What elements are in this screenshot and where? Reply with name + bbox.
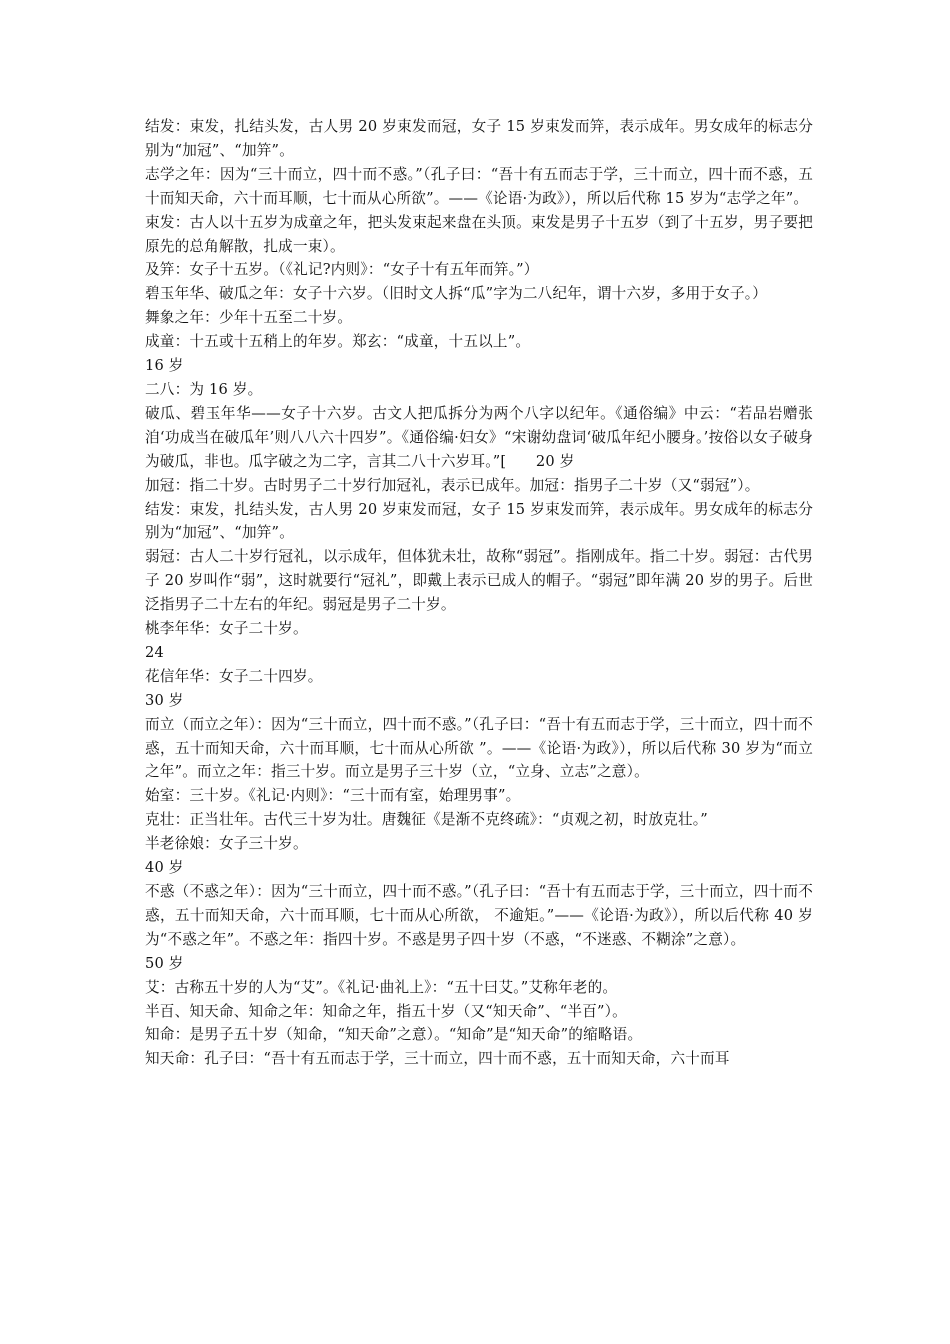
paragraph: 二八：为 16 岁。 <box>145 380 263 398</box>
paragraph: 束发：古人以十五岁为成童之年，把头发束起来盘在头顶。束发是男子十五岁（到了十五岁，男子要把原先的总角解散，扎成一束）。 <box>145 213 813 255</box>
paragraph: 结发：束发，扎结头发，古人男 20 岁束发而冠，女子 15 岁束发而笄，表示成年。男女成年的标志分别为“加冠”、“加笄”。 <box>145 118 813 159</box>
paragraph: 始室：三十岁。《礼记·内则》：“三十而有室，始理男事”。 <box>145 787 521 805</box>
section-heading: 16 岁 <box>145 357 184 375</box>
paragraph: 不惑（不惑之年）：因为“三十而立，四十而不惑。”（孔子曰：“吾十有五而志于学，三十而立，四十而不惑，五十而知天命，六十而耳顺，七十而从心所欲， 不逾矩。”——《论语·为政》），所以后代称 40 岁为“不惑之年”。不惑之年：指四十岁。不惑是男子四十岁（不惑，“不迷惑、不糊涂”之意）。 <box>145 883 813 948</box>
document-body <box>145 115 813 1071</box>
paragraph: 半老徐娘：女子三十岁。 <box>145 835 308 853</box>
section-heading: 24 <box>145 643 164 661</box>
paragraph: 克壮：正当壮年。古代三十岁为壮。唐魏征《是渐不克终疏》：“贞观之初，时放克壮。” <box>145 811 708 829</box>
paragraph: 志学之年：因为“三十而立，四十而不惑。”（孔子曰：“吾十有五而志于学，三十而立，四十而不惑，五十而知天命，六十而耳顺，七十而从心所欲”。——《论语·为政》），所以后代称 15 岁为“志学之年”。 <box>145 165 813 207</box>
paragraph: 知天命：孔子曰：“吾十有五而志于学，三十而立，四十而不惑，五十而知天命，六十而耳 <box>145 1050 730 1068</box>
paragraph: 碧玉年华、破瓜之年：女子十六岁。（旧时文人拆“瓜”字为二八纪年，谓十六岁，多用于女子。） <box>145 285 768 303</box>
section-heading: 40 岁 <box>145 859 184 877</box>
paragraph: 舞象之年：少年十五至二十岁。 <box>145 309 353 327</box>
paragraph: 弱冠：古人二十岁行冠礼，以示成年，但体犹未壮，故称“弱冠”。指刚成年。指二十岁。弱冠：古代男子 20 岁叫作“弱”，这时就要行“冠礼”，即戴上表示已成人的帽子。“弱冠”即年满 20 岁的男子。后世泛指男子二十左右的年纪。弱冠是男子二十岁。 <box>145 548 813 614</box>
paragraph: 破瓜、碧玉年华——女子十六岁。古文人把瓜拆分为两个八字以纪年。《通俗编》中云：“若品岩赠张洎‘功成当在破瓜年’则八八六十四岁”。《通俗编·妇女》“宋谢幼盘词‘破瓜年纪小腰身。’按俗以女子破身为破瓜，非也。瓜字破之为二字，言其二八十六岁耳。”[ 20 岁 <box>145 404 813 470</box>
paragraph: 艾：古称五十岁的人为“艾”。《礼记·曲礼上》：“五十曰艾。”艾称年老的。 <box>145 978 618 996</box>
paragraph: 成童：十五或十五稍上的年岁。郑玄：“成童，十五以上”。 <box>145 333 531 351</box>
section-heading: 50 岁 <box>145 954 184 972</box>
paragraph: 及笄：女子十五岁。（《礼记?内则》：“女子十有五年而笄。”） <box>145 261 539 279</box>
paragraph: 半百、知天命、知命之年：知命之年，指五十岁（又“知天命”、“半百”）。 <box>145 1002 627 1020</box>
section-heading: 30 岁 <box>145 691 184 709</box>
paragraph: 加冠：指二十岁。古时男子二十岁行加冠礼，表示已成年。加冠：指男子二十岁（又“弱冠”）。 <box>145 476 760 494</box>
paragraph: 花信年华：女子二十四岁。 <box>145 667 323 685</box>
paragraph: 知命：是男子五十岁（知命，“知天命”之意）。“知命”是“知天命”的缩略语。 <box>145 1026 643 1044</box>
paragraph: 而立（而立之年）：因为“三十而立，四十而不惑。”（孔子曰：“吾十有五而志于学，三十而立，四十而不惑，五十而知天命，六十而耳顺，七十而从心所欲 ”。——《论语·为政》），所以后代称 30 岁为“而立之年”。而立之年：指三十岁。而立是男子三十岁（立，“立身、立志”之意）。 <box>145 715 813 781</box>
paragraph: 桃李年华：女子二十岁。 <box>145 620 308 638</box>
paragraph: 结发：束发，扎结头发，古人男 20 岁束发而冠，女子 15 岁束发而笄，表示成年。男女成年的标志分别为“加冠”、“加笄”。 <box>145 500 813 542</box>
